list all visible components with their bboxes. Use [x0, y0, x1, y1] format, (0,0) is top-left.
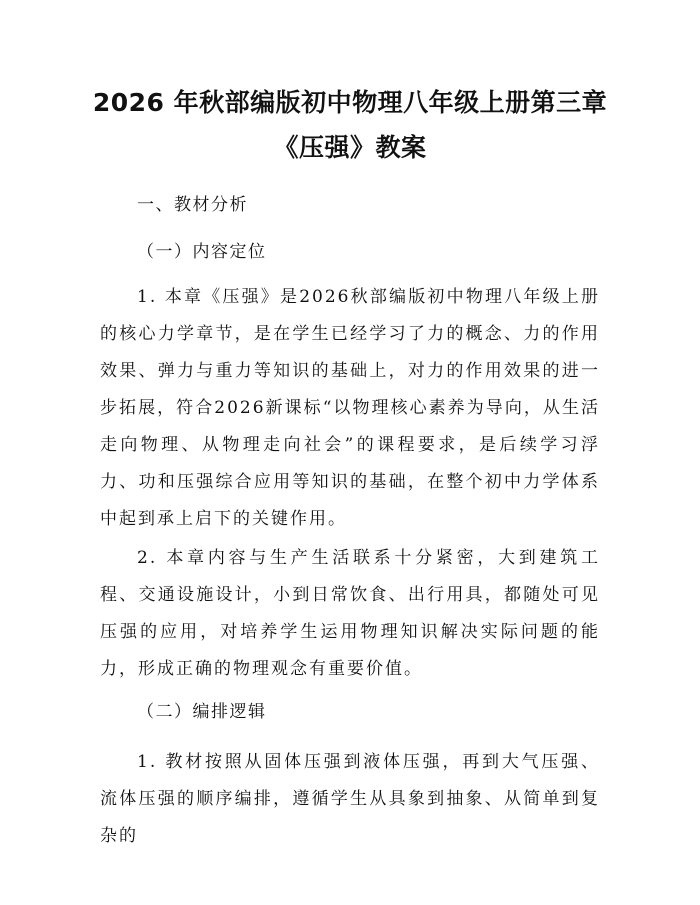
paragraph-content-positioning-1: 1. 本章《压强》是2026秋部编版初中物理八年级上册的核心力学章节，是在学生已经学习了力的概念、力的作用效果、弹力与重力等知识的基础上，对力的作用效果的进一步拓展，符合2026新课标“以物理核心素养为导向，从生活走向物理、从物理走向社会”的课程要求，是后续学习浮力、功和压强综合应用等知识的基础，在整个初中力学体系中起到承上启下的关键作用。 — [100, 287, 600, 529]
subsection-heading-content-positioning: （一）内容定位 — [137, 242, 267, 262]
section-heading-textbook-analysis: 一、教材分析 — [137, 195, 248, 215]
document-title-line-2: 《压强》教案 — [273, 133, 427, 162]
subsection-heading-arrangement-logic: （二）编排逻辑 — [137, 702, 267, 722]
document-title-line-1: 2026 年秋部编版初中物理八年级上册第三章 — [92, 88, 608, 117]
paragraph-content-positioning-2: 2. 本章内容与生产生活联系十分紧密，大到建筑工程、交通设施设计，小到日常饮食、出行用具，都随处可见压强的应用，对培养学生运用物理知识解决实际问题的能力，形成正确的物理观念有重要价值。 — [100, 548, 600, 679]
paragraph-arrangement-logic-1: 1. 教材按照从固体压强到液体压强，再到大气压强、流体压强的顺序编排，遵循学生从具象到抽象、从简单到复杂的 — [100, 752, 600, 846]
